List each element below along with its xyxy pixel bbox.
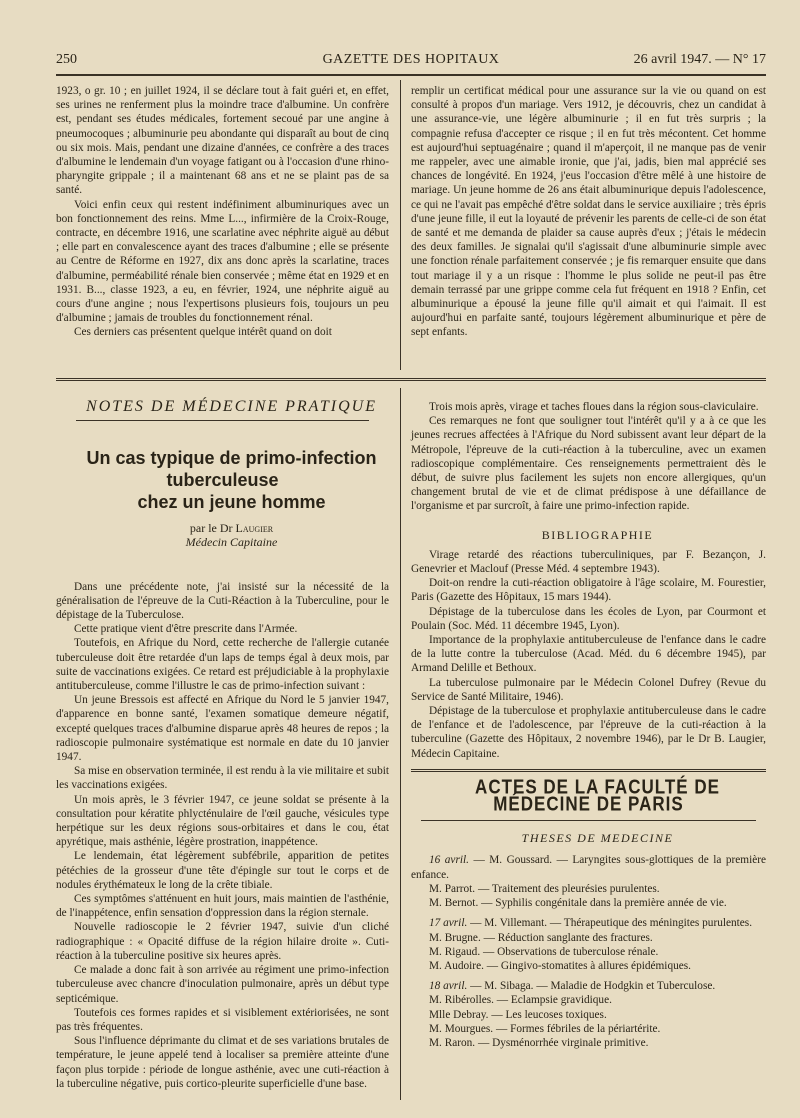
byline-prefix: par le Dr [189,521,236,536]
bibliography-entry: Dépistage de la tuberculose et prophylaxie antituberculeuse dans le cadre de l'enfance et de l'adolescence, par l'épreuve de la cuti-réaction à la tuberculine (Gazette des Hôpitaux, 2 novembre 1946), par le Dr B. Laugier, Médecin Capitaine. [411,705,766,760]
list-item: M. Raron. — Dysménorrhée virginale primitive. [429,1036,649,1049]
paragraph: Le lendemain, état légèrement subfébrile, apparition de petites pétéchies de la grosseur d'une tête d'épingle sur tout le corps et de nodules érythémateux le long de la crête tibiale. [56,850,389,891]
notes-left-column [56,400,389,1091]
paragraph: Cette pratique vient d'être prescrite dans l'Armée. [74,623,298,636]
top-right-column [411,84,766,340]
bibliography-entry: La tuberculose pulmonaire par le Médecin Colonel Dufrey (Revue du Service de Santé Militaire, 1946). [411,676,766,703]
bibliography-entry: Doit-on rendre la cuti-réaction obligatoire à l'âge scolaire, M. Fourestier, Paris (Gazette des Hôpitaux, 15 mars 1944). [411,577,766,604]
paragraph: Ce malade a donc fait à son arrivée au régiment une primo-infection tuberculeuse avec chancre d'inoculation pulmonaire, après un début type septicémique. [56,964,389,1005]
paragraph: Ces derniers cas présentent quelque intérêt quand on doit [74,326,332,339]
bibliography-entry: Virage retardé des réactions tuberculiniques, par F. Bezançon, J. Genevrier et Maclouf (Presse Méd. 4 septembre 1943). [411,548,766,576]
bibliography-entry: Importance de la prophylaxie antituberculeuse de l'enfance dans le cadre de la lutte contre la tuberculose (Acad. Méd. du 6 décembre 1945), par Armand Delille et Bethoux. [411,634,766,675]
paragraph: Toutefois, en Afrique du Nord, cette recherche de l'allergie cutanée tuberculeuse doit être retardée d'un laps de temps égal à deux mois, par suite de vaccinations exigées. Ce retard est préjudiciable à la prophylaxie antituberculeuse, comme l'illustre le cas de primo-infection suivant : [56,637,389,693]
section-title: NOTES DE MÉDECINE PRATIQUE [86,398,377,415]
list-item: M. Rigaud. — Observations de tuberculose rénale. [429,945,659,958]
theses-group [411,853,766,910]
page-number: 250 [56,52,77,67]
paragraph: Un jeune Bressois est affecté en Afrique du Nord le 5 janvier 1947, d'apparence en bonne santé, l'examen somatique demeure négatif, excepté quelques traces d'albumine disparue après 48 heures de repos ; la radioscopie pulmonaire systématique est normale en date du 10 janvier 1947. [56,694,389,764]
paragraph: Ces symptômes s'atténuent en huit jours, mais maintien de l'asthénie, de l'inappétence, enfin sensation d'oppression dans la région sternale. [56,893,389,920]
thesis-date: 17 avril. [429,917,468,930]
paragraph: remplir un certificat médical pour une assurance sur la vie ou quand on est consulté à propos d'un mariage. Vers 1912, je découvris, chez un candidat à une assurance-vie, une légère albuminurie ; il en fut très surpris ; la compagnie refusa d'accepter ce risque ; il en fut très mécontent. Cet homme est aujourd'hui septuagénaire ; quand il m'aperçoit, il ne manque pas de venir me rappeler, avec une aimable ironie, que j'ai, jadis, bien mal apprécié ses chances de longévité. En 1924, j'eus l'occasion d'être mêlé à une histoire de mariage. Un jeune homme de 26 ans était albuminurique depuis l'adolescence, ce qui ne l'avait pas empêché d'être soldat dans le service auxiliaire ; très épris d'une jeune fille, il eut la loyauté de prévenir les parents de celle-ci de son état de santé et me demanda de plaider sa cause auprès d'eux ; j'étais le médecin des deux familles. Je signalai qu'il s'agissait d'une albuminurie simple avec une fonction rénale parfaitement conservée ; je fis remarquer ensuite que dans tout mariage il y a un risque : l'homme le plus solide ne peut-il pas être demain terrassé par une grippe comme cela fut fréquent en 1918 ? Enfin, cet albuminurique a épousé la jeune fille qu'il aimait et qui l'aimait. Il est aujourd'hui en parfaite santé, toujours légèrement albuminurique et père de sept enfants. [411,85,766,339]
article-title-line2: chez un jeune homme [137,492,326,513]
paragraph: Sous l'influence déprimante du climat et de ses variations brutales de température, le jeune appelé tend à localiser sa première atteinte d'une façon plus torpide : période de longue asthénie, avec une cuti-réaction à la tuberculine négative, puis cortico-pleurite superficielle d'une base. [56,1035,389,1090]
list-item: M. Brugne. — Réduction sanglante des fractures. [429,931,653,944]
journal-title: GAZETTE DES HOPITAUX [322,52,500,67]
thesis-date: 18 avril. [429,980,468,993]
list-item: 17 avril. — M. Villemant. — Thérapeutique des méningites purulentes. [429,917,753,930]
faculte-title: ACTES DE LA FACULTÉ DE MÉDECINE DE PARIS [475,775,720,816]
list-item: M. Ribérolles. — Eclampsie gravidique. [429,994,612,1007]
paragraph: Toutefois ces formes rapides et si visiblement extériorisées, ne sont pas très fréquentes. [56,1006,389,1033]
list-item: M. Parrot. — Traitement des pleurésies purulentes. [429,882,660,895]
column-divider [400,388,401,1100]
page-header [56,50,766,72]
issue-date: 26 avril 1947. — N° 17 [633,52,766,67]
paragraph: Ces remarques ne font que souligner tout l'intérêt qu'il y a à ce que les jeunes recrues affectées à l'Afrique du Nord subissent avant leur départ de la Métropole, l'épreuve de la cuti-réaction à la tuberculine, avec un examen radioscopique complémentaire. Ces renseignements permettraient dès le début, de suivre plus facilement les sujets non encore allergiques, qu'un changement brutal de vie et de climat prédispose à une défaillance de l'organisme et par surcroît, à faire une primo-infection rapide. [411,415,766,513]
paragraph: Nouvelle radioscopie le 2 février 1947, suivie d'un cliché radiographique : « Opacité diffuse de la région hilaire droite ». Cuti-réaction à la tuberculine positive six heures après. [56,921,389,962]
byline [56,521,389,535]
bibliography-entry: Dépistage de la tuberculose dans les écoles de Lyon, par Courmont et Poulain (Soc. Méd. 11 décembre 1945, Lyon). [411,605,766,632]
list-item: M. Mourgues. — Formes fébriles de la périartérite. [429,1022,661,1035]
faculte-rule [421,820,756,821]
article-title: Un cas typique de primo-infection tuberculeuse [86,448,377,491]
list-item: M. Audoire. — Gingivo-stomatites à allures épidémiques. [429,959,691,972]
thesis-date: 16 avril. [429,854,469,867]
header-rule [56,74,766,76]
paragraph: Trois mois après, virage et taches floues dans la région sous-claviculaire. [429,401,759,413]
list-item: Mlle Debray. — Les leucoses toxiques. [429,1008,607,1021]
paragraph: Un mois après, le 3 février 1947, ce jeune soldat se présente à la consultation pour kératite phlycténulaire de l'œil gauche, vésicules type herpétique sur les deux régions sous-orbitaires et dans le cou, état apyrétique, mais asthénie, légère prostration, inappétence. [56,793,389,849]
paragraph: Sa mise en observation terminée, il est rendu à la vie militaire et subit les vaccinations exigées. [56,765,389,792]
author-name: Laugier [235,521,274,536]
column-divider [400,80,401,370]
theses-title: THESES DE MEDECINE [521,831,674,846]
list-item: M. Bernot. — Syphilis congénitale dans la première année de vie. [429,897,727,910]
section-rule [56,378,766,381]
notes-right-column [411,400,766,1050]
list-item: 16 avril. — M. Goussard. — Laryngites sous-glottiques de la première enfance. [411,854,766,881]
top-left-column [56,84,389,340]
faculte-top-rule [411,769,766,772]
paragraph: Voici enfin ceux qui restent indéfiniment albuminuriques avec un bon fonctionnement des reins. Mme L..., infirmière de la Croix-Rouge, contracte, en décembre 1916, une scarlatine avec néphrite aiguë au début ; elle part en convalescence ayant des traces d'albumine ; elle se présente au Centre de Réforme en 1927, dix ans donc après la scarlatine, traces d'albumine, perméabilité rénale bien conservée ; même état en 1929 et en 1931. B..., classe 1923, a eu, en février, 1924, une néphrite aiguë au cours d'une angine ; nous l'expertisons plusieurs fois, toujours un peu d'albumine ; jamais de troubles du fonctionnement rénal. [56,198,389,325]
paragraph: Dans une précédente note, j'ai insisté sur la nécessité de la généralisation de l'épreuve de la Cuti-Réaction à la Tuberculine, pour le dépistage de la Tuberculose. [56,580,389,622]
section-title-rule [76,420,369,421]
theses-group [411,916,766,973]
paragraph: 1923, o gr. 10 ; en juillet 1924, il se déclare tout à fait guéri et, en effet, ses urines ne renferment plus la moindre trace d'albumine. Un confrère est, pendant ses études médicales, fortement secoué par une angine à pneumocoques ; albuminurie peu abondante qui disparaît au bout de cinq ou six mois. Mais, pendant une dizaine d'années, ce confrère a des traces d'albumine le lendemain d'un voyage fatigant ou à l'occasion d'une rhino-pharyngite grippale ; il a maintenant 68 ans et ne se plaint pas de sa santé. [56,85,389,197]
theses-group [411,979,766,1050]
bibliography-title: BIBLIOGRAPHIE [541,527,654,542]
list-item: 18 avril. — M. Sibaga. — Maladie de Hodgkin et Tuberculose. [429,980,716,993]
author-role: Médecin Capitaine [185,535,278,550]
